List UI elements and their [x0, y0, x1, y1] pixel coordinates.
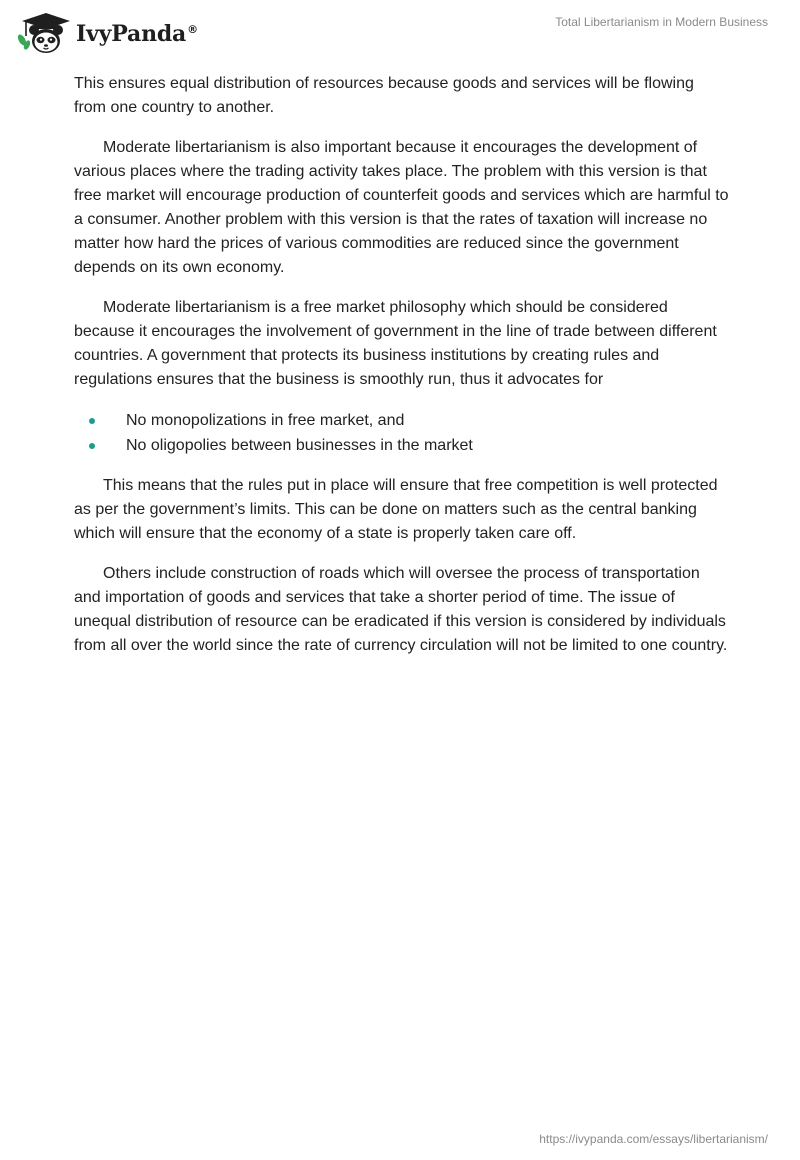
- paragraph-2: Moderate libertarianism is also important because it encourages the development of various places where the trading activity takes place. The problem with this version is that free market will encourage production of counterfeit goods and services which are harmful to a consumer. Another problem with this version is that the rates of taxation will increase no matter how hard the prices of various commodities are reduced since the government depends on its own economy.: [74, 139, 729, 276]
- document-title: Total Libertarianism in Modern Business: [555, 15, 768, 29]
- paragraph-5: Others include construction of roads which will oversee the process of transportation and importation of goods and services that take a shorter period of time. The issue of unequal distribution of resource can be eradicated if this version is considered by individuals from all over the world since the rate of currency circulation will not be limited to one country.: [74, 565, 728, 654]
- essay-body: [74, 72, 730, 674]
- list-item-text: No monopolizations in free market, and: [126, 412, 405, 429]
- bullet-dot-icon: [89, 443, 95, 449]
- paragraph-1: This ensures equal distribution of resources because goods and services will be flowing from one country to another.: [74, 75, 694, 116]
- bullet-list: [74, 408, 730, 458]
- registered-mark: ®: [187, 22, 198, 36]
- ivypanda-logo[interactable]: [14, 8, 198, 56]
- logo-wordmark: IvyPanda®: [76, 21, 198, 47]
- paragraph-3: Moderate libertarianism is a free market philosophy which should be considered because it encourages the involvement of government in the line of trade between different countries. A government that protects its business institutions by creating rules and regulations ensures that the business is smoothly run, thus it advocates for: [74, 299, 717, 388]
- list-item: [74, 408, 730, 433]
- source-url-link[interactable]: https://ivypanda.com/essays/libertarianism/: [539, 1132, 768, 1146]
- list-item: [74, 433, 730, 458]
- page-header: [0, 0, 800, 64]
- panda-logo-icon: [14, 8, 72, 56]
- list-item-text: No oligopolies between businesses in the market: [126, 437, 473, 454]
- bullet-dot-icon: [89, 418, 95, 424]
- paragraph-4: This means that the rules put in place will ensure that free competition is well protected as per the government’s limits. This can be done on matters such as the central banking which will ensure that the economy of a state is properly taken care off.: [74, 477, 718, 542]
